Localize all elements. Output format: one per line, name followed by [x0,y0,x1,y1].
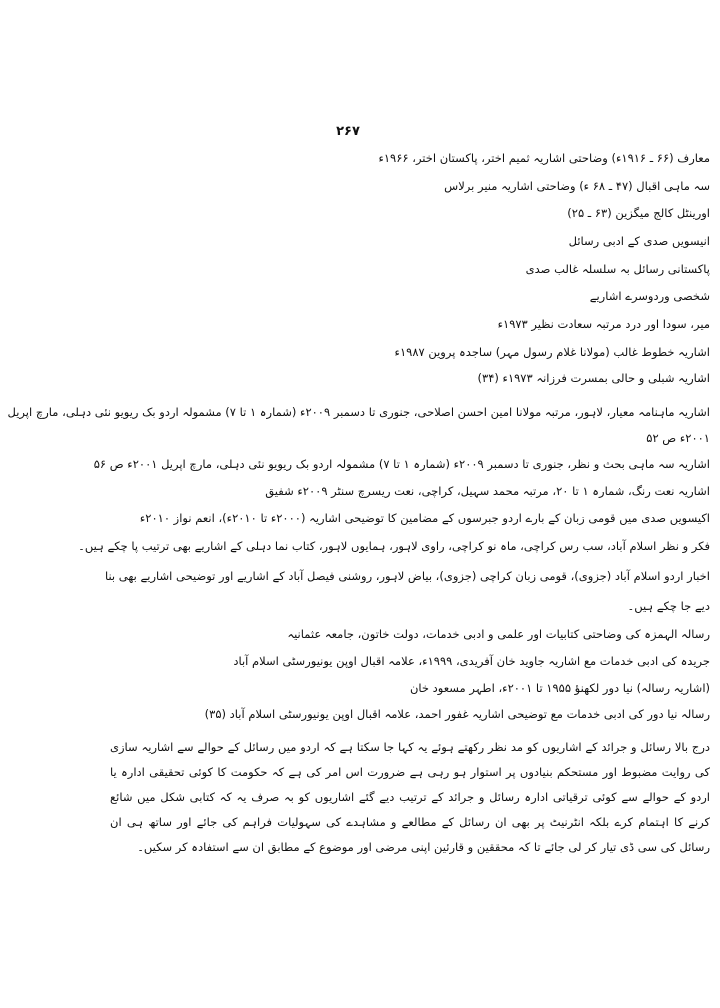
list-item: رسالہ الہمزہ کی وضاحتی کتابیات اور علمی و ادبی خدمات، دولت خاتون، جامعہ عثمانیہ [287,627,710,641]
list-item: اورینٹل کالج میگزین (۶۳ ـ ۲۵) [567,206,710,220]
list-item: انیسویں صدی کے ادبی رسائل [568,234,710,248]
list-item: میر، سودا اور درد مرتبہ سعادت نظیر ۱۹۷۳ء [497,317,710,331]
list-item: جریدہ کی ادبی خدمات مع اشاریہ جاوید خان آفریدی، ۱۹۹۹ء، علامہ اقبال اوپن یونیورسٹی اسلام آباد [233,654,710,668]
list-item: اشاریہ خطوط غالب (مولانا غلام رسول مہر) ساجدہ پروین ۱۹۸۷ء [394,345,710,359]
list-item: رسالہ نیا دور کی ادبی خدمات مع توضیحی اشاریہ غفور احمد، علامہ اقبال اوپن یونیورسٹی اسلام آباد (۳۵) [204,707,710,721]
list-item: اشاریہ سہ ماہی بحث و نظر، جنوری تا دسمبر ۲۰۰۹ء (شمارہ ۱ تا ۷) مشمولہ اردو بک ریویو نئی دہلی، مارچ اپریل ۲۰۰۱ء ص ۵۶ [93,457,710,471]
list-item: ۲۰۰۱ء ص ۵۲ [646,431,710,445]
list-item: پاکستانی رسائل بہ سلسلہ غالب صدی [525,262,710,276]
list-item: اشاریہ نعت رنگ، شمارہ ۱ تا ۲۰، مرتبہ محمد سہیل، کراچی، نعت ریسرچ سنٹر ۲۰۰۹ء شفیق [265,484,710,498]
page-number: ۲۶۷ [336,124,360,139]
closing-paragraph: درج بالا رسائل و جرائد کے اشاریوں کو مد نظر رکھتے ہوئے یہ کہا جا سکتا ہے کہ اردو میں رسائل کے حوالے سے اشاریہ سازی کی روایت مضبوط اور مستحکم بنیادوں پر استوار ہو رہی ہے ضرورت اس امر کی ہے کہ حکومت کا کوئی تحقیقی ادارہ یا اردو کے حوالے سے کوئی ترقیاتی ادارہ رسائل و جرائد کے ترتیب دیے گئے اشاریوں کو بہ صرف یہ کہ کتابی شکل میں شائع کرنے کا اہتمام کرے بلکہ انٹرنیٹ پر بھی ان رسائل کے مطالعے و مشاہدے کی سہولیات فراہم کی جائے اور ساتھ ہی ان رسائل کی سی ڈی تیار کر لی جائے تا کہ محققین و قارئین اپنی مرضی اور موضوع کے مطابق ان سے استفادہ کر سکیں۔ [110,740,710,854]
list-item: معارف (۶۶ ـ ۱۹۱۶ء) وضاحتی اشاریہ ثمیم اختر، پاکستان اختر، ۱۹۶۶ء [378,151,710,165]
list-item: سہ ماہی اقبال (۴۷ ـ ۶۸ ء) وضاحتی اشاریہ منیر برلاس [444,179,710,193]
list-item: اشاریہ شبلی و حالی بمسرت فرزانہ ۱۹۷۳ء (۳۴) [477,371,710,385]
list-item: اکیسویں صدی میں قومی زبان کے بارے اردو جبرسوں کے مضامین کا توضیحی اشاریہ (۲۰۰۰ء تا ۲۰۱۰ء)، انعم نواز ۲۰۱۰ء [139,511,710,525]
list-item: اخبار اردو اسلام آباد (جزوی)، قومی زبان کراچی (جزوی)، بیاض لاہور، روشنی فیصل آباد کے اشاریے اور توضیحی اشاریے بھی بنا [104,569,710,583]
list-item: (اشاریہ رسالہ) نیا دور لکھنؤ ۱۹۵۵ تا ۲۰۰۱ء، اطہر مسعود خان [409,681,710,695]
list-item: فکر و نظر اسلام آباد، سب رس کراچی، ماہ نو کراچی، راوی لاہور، ہمایوں لاہور، کتاب نما دہلی کے اشاریے بھی ترتیب پا چکے ہیں۔ [78,539,710,553]
list-item: دیے جا چکے ہیں۔ [627,599,710,613]
list-item: شخصی وردوسرے اشاریے [589,289,710,303]
list-item: اشاریہ ماہنامہ معیار، لاہور، مرتبہ مولانا امین احسن اصلاحی، جنوری تا دسمبر ۲۰۰۹ء (شمارہ ۱ تا ۷) مشمولہ اردو بک ریویو نئی دہلی، مارچ اپریل [7,405,710,419]
